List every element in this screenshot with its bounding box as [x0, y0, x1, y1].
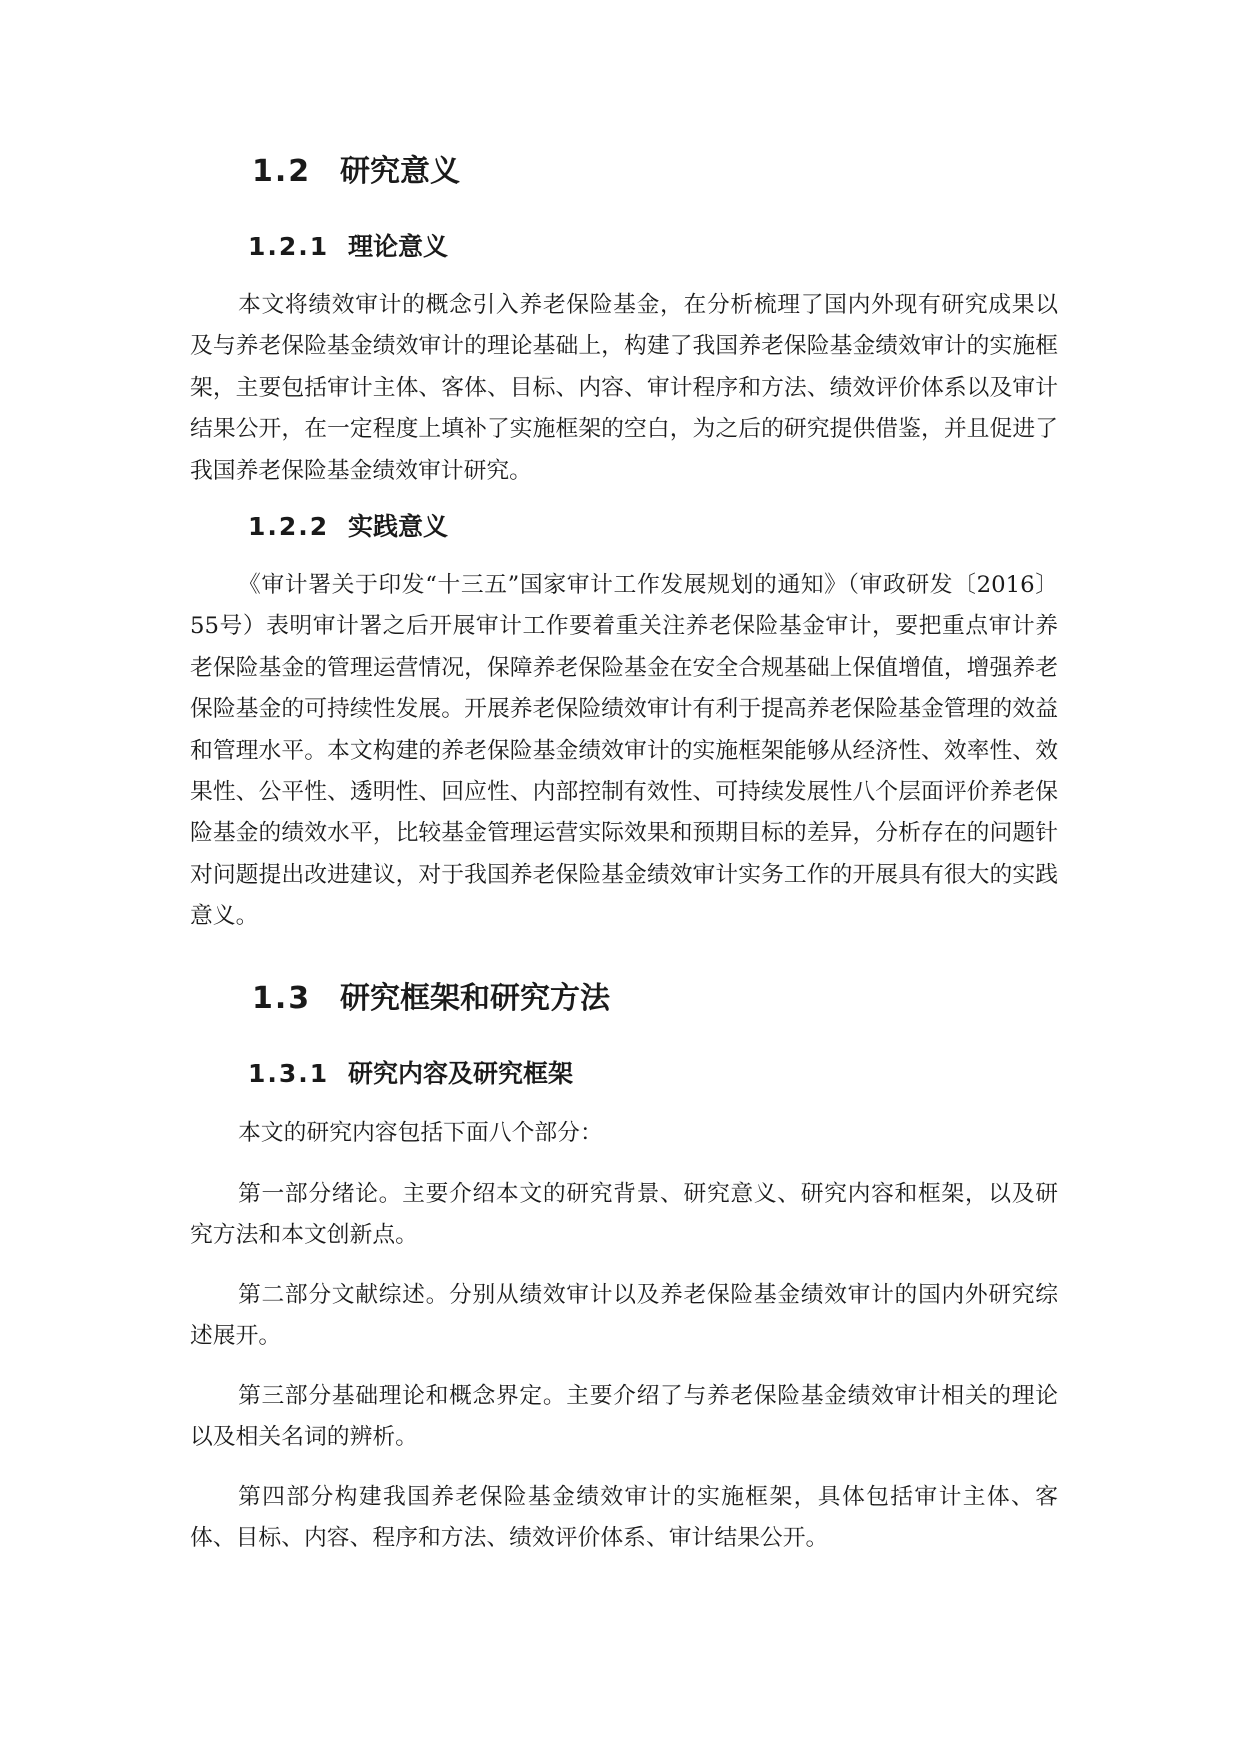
paragraph-content-intro: 本文的研究内容包括下面八个部分： — [238, 1120, 603, 1146]
section-number: 1.3 — [252, 981, 312, 1016]
paragraph-theoretical-significance: 本文将绩效审计的概念引入养老保险基金，在分析梳理了国内外现有研究成果以及与养老保险基金绩效审计的理论基础上，构建了我国养老保险基金绩效审计的实施框架，主要包括审计主体、客体、目标、内容、审计程序和方法、绩效评价体系以及审计结果公开，在一定程度上填补了实施框架的空白，为之后的研究提供借鉴，并且促进了我国养老保险基金绩效审计研究。 — [190, 292, 1058, 484]
paragraph-part-four: 第四部分构建我国养老保险基金绩效审计的实施框架，具体包括审计主体、客体、目标、内容、程序和方法、绩效评价体系、审计结果公开。 — [190, 1484, 1058, 1552]
paragraph-part-three: 第三部分基础理论和概念界定。主要介绍了与养老保险基金绩效审计相关的理论以及相关名词的辨析。 — [190, 1383, 1058, 1451]
section-heading-1-3 — [252, 979, 610, 1019]
section-title: 研究框架和研究方法 — [340, 981, 610, 1016]
subsection-title: 理论意义 — [348, 232, 449, 261]
paragraph-part-one: 第一部分绪论。主要介绍本文的研究背景、研究意义、研究内容和框架，以及研究方法和本文创新点。 — [190, 1181, 1058, 1249]
subsection-heading-1-2-2 — [248, 510, 448, 544]
subsection-title: 实践意义 — [348, 512, 449, 541]
subsection-number: 1.3.1 — [248, 1059, 330, 1088]
paragraph-practical-significance: 《审计署关于印发“十三五”国家审计工作发展规划的通知》（审政研发〔2016〕55号）表明审计署之后开展审计工作要着重关注养老保险基金审计，要把重点审计养老保险基金的管理运营情况，保障养老保险基金在安全合规基础上保值增值，增强养老保险基金的可持续性发展。开展养老保险绩效审计有利于提高养老保险基金管理的效益和管理水平。本文构建的养老保险基金绩效审计的实施框架能够从经济性、效率性、效果性、公平性、透明性、回应性、内部控制有效性、可持续发展性八个层面评价养老保险基金的绩效水平，比较基金管理运营实际效果和预期目标的差异，分析存在的问题针对问题提出改进建议，对于我国养老保险基金绩效审计实务工作的开展具有很大的实践意义。 — [190, 572, 1058, 930]
subsection-heading-1-3-1 — [248, 1057, 573, 1091]
section-heading-1-2 — [252, 152, 460, 192]
section-number: 1.2 — [252, 154, 312, 189]
paragraph-part-two: 第二部分文献综述。分别从绩效审计以及养老保险基金绩效审计的国内外研究综述展开。 — [190, 1282, 1058, 1350]
subsection-number: 1.2.1 — [248, 232, 330, 261]
subsection-heading-1-2-1 — [248, 230, 448, 264]
subsection-number: 1.2.2 — [248, 512, 330, 541]
subsection-title: 研究内容及研究框架 — [348, 1059, 574, 1088]
section-title: 研究意义 — [340, 154, 460, 189]
